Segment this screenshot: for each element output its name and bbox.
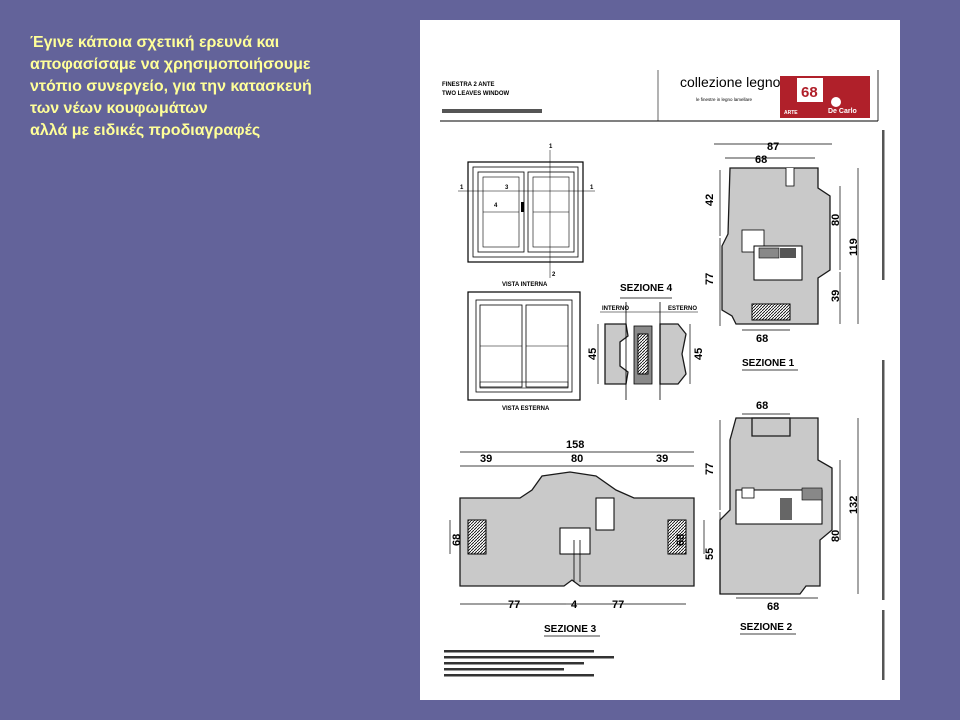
drawing-header	[440, 70, 878, 121]
badge-number: 68	[801, 84, 818, 101]
caption-line: των νέων κουφωμάτων	[30, 100, 208, 117]
dim-s2-top: 68	[756, 400, 769, 412]
caption-line: Έγινε κάποια σχετική ερευνά και	[30, 34, 280, 51]
dim-s2-right-b: 132	[848, 495, 860, 514]
section-3-label: SEZIONE 3	[544, 624, 597, 635]
caption-line: ντόπιο συνεργείο, για την κατασκευή	[30, 78, 312, 95]
caption-line: αποφασίσαμε να χρησιμοποιήσουμε	[30, 56, 311, 73]
dim-s1-bottom: 68	[756, 333, 769, 345]
dim-s3-bottom-left: 77	[508, 599, 521, 611]
section-3-detail	[450, 439, 704, 636]
dim-s3-right: 39	[656, 453, 669, 465]
dim-s3-middle: 80	[571, 453, 584, 465]
svg-text:4: 4	[494, 203, 498, 209]
dim-s1-right-a: 80	[830, 213, 842, 226]
dim-s1-right-b: 119	[848, 238, 860, 256]
section-1-detail	[704, 141, 860, 370]
title-line-1: FINESTRA 2 ANTE	[442, 82, 495, 88]
section-1-label: SEZIONE 1	[742, 358, 795, 369]
interior-label: INTERNO	[602, 306, 629, 312]
side-fine-print	[882, 130, 885, 680]
collection-title: collezione legno	[680, 74, 781, 90]
code-line	[442, 109, 542, 113]
section-4-detail	[587, 283, 705, 400]
svg-text:3: 3	[505, 185, 509, 191]
footer-fine-print	[444, 650, 614, 677]
dim-s3-left: 39	[480, 453, 493, 465]
brand-name: De Carlo	[828, 108, 857, 115]
dim-s4-left: 45	[587, 347, 599, 360]
section-4-label: SEZIONE 4	[620, 283, 673, 294]
external-view	[468, 292, 580, 412]
svg-text:1: 1	[590, 185, 594, 191]
dim-s3-bottom-right: 77	[612, 599, 625, 611]
svg-text:2: 2	[552, 272, 556, 278]
brand-logo-icon	[831, 97, 841, 107]
drawing-canvas	[420, 20, 900, 700]
caption-line: αλλά με ειδικές προδιαγραφές	[30, 122, 261, 139]
section-2-label: SEZIONE 2	[740, 622, 793, 633]
dim-s1-left-upper: 42	[704, 193, 716, 206]
internal-view-label: VISTA INTERNA	[502, 282, 548, 288]
dim-s1-left-lower: 77	[704, 272, 716, 285]
dim-s3-total: 158	[566, 439, 585, 451]
slide-caption	[30, 32, 410, 142]
section-2-detail	[704, 400, 860, 634]
dim-s3-side-left: 68	[451, 533, 463, 546]
collection-subtitle: le finestre in legno lamellare	[696, 97, 753, 102]
exterior-label: ESTERNO	[668, 306, 698, 312]
dim-s3-side-right: 68	[675, 533, 687, 546]
external-view-label: VISTA ESTERNA	[502, 406, 550, 412]
dim-s1-top-inner: 68	[755, 154, 768, 166]
svg-text:1: 1	[549, 144, 553, 150]
badge-arte: ARTE	[784, 110, 798, 116]
dim-s2-left-upper: 77	[704, 462, 716, 475]
svg-text:1: 1	[460, 185, 464, 191]
dim-s1-top-outer: 87	[767, 141, 780, 153]
dim-s3-bottom-mid: 4	[571, 599, 578, 611]
dim-s2-left-lower: 55	[704, 547, 716, 560]
dim-s1-right-c: 39	[830, 289, 842, 302]
dim-s4-right: 45	[693, 347, 705, 360]
title-line-2: TWO LEAVES WINDOW	[442, 91, 510, 97]
internal-view	[458, 144, 595, 288]
technical-drawing-sheet	[420, 20, 900, 700]
dim-s2-right-a: 80	[830, 529, 842, 542]
dim-s2-bottom: 68	[767, 601, 780, 613]
handle-icon	[521, 202, 524, 212]
